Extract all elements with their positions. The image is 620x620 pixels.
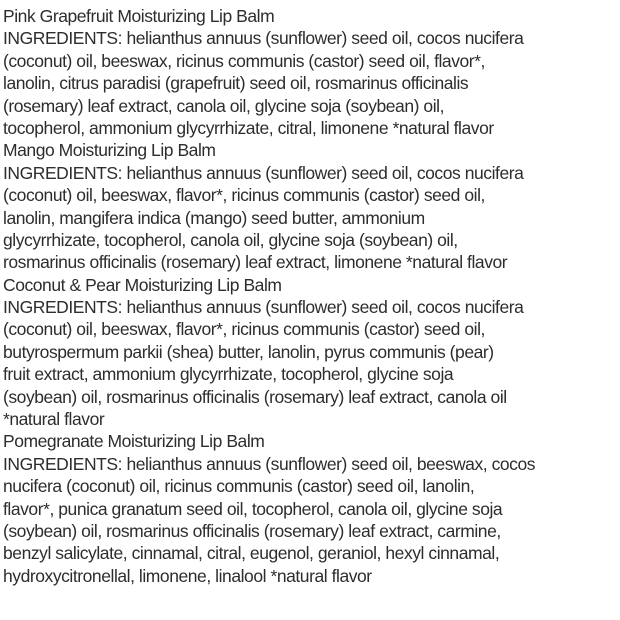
- ingredients-line: *natural flavor: [3, 409, 105, 430]
- ingredients-line: (coconut) oil, beeswax, flavor*, ricinus communis (castor) seed oil,: [3, 319, 485, 340]
- ingredients-line: (coconut) oil, beeswax, flavor*, ricinus communis (castor) seed oil,: [3, 185, 485, 206]
- product-ingredients: [3, 162, 620, 274]
- product-title: Pomegranate Moisturizing Lip Balm: [3, 431, 265, 452]
- ingredients-line: lanolin, citrus paradisi (grapefruit) seed oil, rosmarinus officinalis: [3, 73, 469, 94]
- ingredients-line: nucifera (coconut) oil, ricinus communis (castor) seed oil, lanolin,: [3, 476, 475, 497]
- ingredients-line: rosmarinus officinalis (rosemary) leaf extract, limonene *natural flavor: [3, 252, 508, 273]
- product-title: Mango Moisturizing Lip Balm: [3, 140, 216, 161]
- ingredients-line: lanolin, mangifera indica (mango) seed butter, ammonium: [3, 207, 425, 228]
- ingredients-line: (soybean) oil, rosmarinus officinalis (rosemary) leaf extract, carmine,: [3, 520, 501, 541]
- ingredients-line: (soybean) oil, rosmarinus officinalis (rosemary) leaf extract, canola oil: [3, 386, 507, 407]
- ingredients-line: tocopherol, ammonium glycyrrhizate, citral, limonene *natural flavor: [3, 117, 494, 138]
- product-section-pink-grapefruit: [3, 5, 620, 139]
- product-section-mango: [3, 139, 620, 273]
- ingredients-line: glycyrrhizate, tocopherol, canola oil, glycine soja (soybean) oil,: [3, 229, 458, 250]
- product-ingredients: [3, 27, 620, 139]
- ingredients-line: INGREDIENTS: helianthus annuus (sunflower) seed oil, cocos nucifera: [3, 28, 524, 49]
- ingredients-line: fruit extract, ammonium glycyrrhizate, tocopherol, glycine soja: [3, 364, 454, 385]
- product-title: Coconut & Pear Moisturizing Lip Balm: [3, 274, 282, 295]
- ingredients-line: INGREDIENTS: helianthus annuus (sunflower) seed oil, cocos nucifera: [3, 297, 524, 318]
- ingredients-line: benzyl salicylate, cinnamal, citral, eugenol, geraniol, hexyl cinnamal,: [3, 543, 500, 564]
- ingredients-line: hydroxycitronellal, limonene, linalool *natural flavor: [3, 565, 372, 586]
- ingredients-line: INGREDIENTS: helianthus annuus (sunflower) seed oil, beeswax, cocos: [3, 453, 536, 474]
- product-section-pomegranate: [3, 430, 620, 587]
- product-ingredients: [3, 296, 620, 430]
- product-ingredients: [3, 453, 620, 587]
- ingredients-line: (rosemary) leaf extract, canola oil, glycine soja (soybean) oil,: [3, 95, 444, 116]
- product-title: Pink Grapefruit Moisturizing Lip Balm: [3, 6, 275, 26]
- ingredients-line: butyrospermum parkii (shea) butter, lanolin, pyrus communis (pear): [3, 341, 494, 362]
- ingredients-line: (coconut) oil, beeswax, ricinus communis (castor) seed oil, flavor*,: [3, 50, 485, 71]
- ingredients-line: flavor*, punica granatum seed oil, tocopherol, canola oil, glycine soja: [3, 498, 503, 519]
- ingredients-line: INGREDIENTS: helianthus annuus (sunflower) seed oil, cocos nucifera: [3, 162, 524, 183]
- product-section-coconut-pear: [3, 274, 620, 431]
